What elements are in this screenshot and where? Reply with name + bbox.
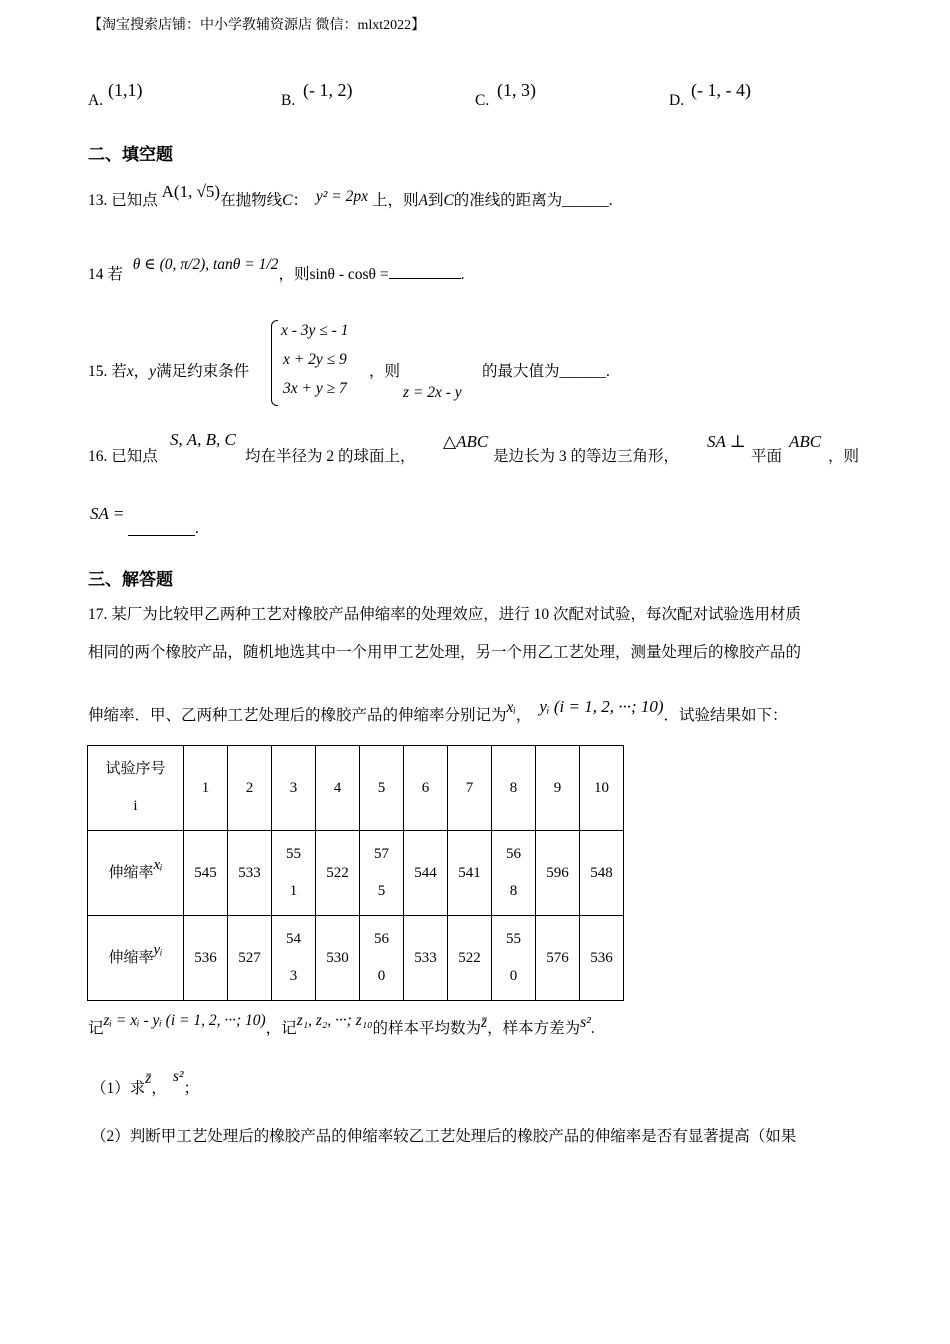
q15-brace [271,320,278,406]
table-cell: 530 [316,916,360,1001]
table-cell: 54 3 [272,916,316,1001]
row-x-label-cell [88,831,184,916]
q16-triangle: △ABC [443,432,489,451]
table-cell: 576 [536,916,580,1001]
header-cell: 9 [536,746,580,831]
table-cell: 596 [536,831,580,916]
q17-line-1: 17. 某厂为比较甲乙两种工艺对橡胶产品伸缩率的处理效应，进行 10 次配对试验，每次配对试验选用材质 [88,606,802,623]
q13-to: 到 [427,192,444,209]
q17-zbar: z̄ [481,1014,488,1031]
q15-constraint-3: 3x + y ≥ 7 [283,380,347,397]
q17-mean-text: 的样本平均数为 [372,1020,482,1037]
header-cell: 1 [184,746,228,831]
table-cell: 56 0 [360,916,404,1001]
q16-prefix: 16. 已知点 [88,448,158,465]
table-cell: 544 [404,831,448,916]
q17-part-2: （2）判断甲工艺处理后的橡胶产品的伸缩率较乙工艺处理后的橡胶产品的伸缩率是否有显著提高（如果 [91,1128,797,1145]
q17-var-text: ，样本方差为 [487,1020,581,1037]
q15-then: ，则 [369,363,401,380]
q16-blank [128,535,195,536]
q13-mid: 在抛物线 [220,192,283,209]
q16-plane: 平面 [751,448,783,465]
q14-end: . [460,266,465,283]
table-cell: 533 [228,831,272,916]
q15-constraint-1: x - 3y ≤ - 1 [281,322,349,339]
question-15-text [88,359,249,381]
q13-end: 的准线的距离为______. [453,192,613,209]
q17-line-2: 相同的两个橡胶产品，随机地选其中一个用甲工艺处理，另一个用乙工艺处理，测量处理后的橡胶产品的 [88,644,802,661]
option-b-label: B. [281,92,296,109]
q16-sa: SA = [90,504,125,523]
header-cell: 8 [492,746,536,831]
table-cell: 57 5 [360,831,404,916]
header-label: 试验序号 [105,761,166,777]
page-header: 【淘宝搜索店铺：中小学教辅资源店 微信：mlxt2022】 [88,18,426,33]
q17-ji: 记 [88,1020,104,1037]
q17-xi: xᵢ [506,699,516,716]
q13-colon: ： [292,192,308,209]
header-label-cell [88,746,184,831]
row-y-var: yᵢ [153,941,163,958]
q17-p1-zbar: z̄ [145,1070,152,1087]
option-d-value: (- 1, - 4) [691,80,751,100]
q17-end: . [590,1020,595,1037]
q13-equation: y² = 2px [315,188,368,205]
table-cell: 56 8 [492,831,536,916]
q17-line-3b: ．试验结果如下： [663,707,788,724]
q15-constraint-2: x + 2y ≤ 9 [283,351,347,368]
q17-z-definition: zᵢ = xᵢ - yᵢ (i = 1, 2, ···; 10) [103,1012,266,1029]
q17-line-3a: 伸缩率．甲、乙两种工艺处理后的橡胶产品的伸缩率分别记为 [88,707,507,724]
row-x-label: 伸缩率 [108,864,154,881]
option-c-value: (1, 3) [497,80,536,100]
table-cell: 536 [184,916,228,1001]
header-label-i: i [133,798,138,814]
table-cell: 55 1 [272,831,316,916]
option-a [88,92,103,110]
q14-expression: sinθ - cosθ = [309,266,389,283]
q16-end: . [195,520,199,537]
header-cell: 2 [228,746,272,831]
header-cell: 5 [360,746,404,831]
q17-p1-end: ； [183,1080,200,1097]
header-cell: 3 [272,746,316,831]
table-row-y [88,916,624,1001]
table-row-x [88,831,624,916]
q17-p1-text: （1）求 [91,1080,146,1097]
q15-x: x [126,363,134,380]
table-cell: 522 [448,916,492,1001]
q16-mid2: 是边长为 3 的等边三角形， [493,448,680,465]
row-x-var: xᵢ [153,856,163,873]
q16-abc: ABC [789,432,822,451]
option-d-label: D. [669,92,685,109]
table-header-row [88,746,624,831]
q17-part-1 [91,1068,200,1098]
table-cell: 522 [316,831,360,916]
q16-points: S, A, B, C [170,430,236,449]
q17-line-3 [88,697,788,725]
q16-mid: 均在半径为 2 的球面上， [245,448,416,465]
table-cell: 536 [580,916,624,1001]
q13-curve: C [282,192,293,209]
header-cell: 4 [316,746,360,831]
q17-s2: s² [580,1014,591,1031]
q17-z-list: z₁, z₂, ···; z₁₀ [296,1012,373,1029]
option-b-value: (- 1, 2) [303,80,353,100]
q13-a: A [418,192,428,209]
table-cell: 533 [404,916,448,1001]
q17-yi: yᵢ (i = 1, 2, ···; 10) [539,697,664,716]
q13-c: C [443,192,454,209]
table-cell: 545 [184,831,228,916]
q13-suffix: 上，则 [371,192,419,209]
q14-blank [389,277,461,279]
option-a-value: (1,1) [108,80,143,100]
table-cell: 527 [228,916,272,1001]
header-cell: 10 [580,746,624,831]
results-table [87,745,624,1001]
table-cell: 548 [580,831,624,916]
q16-perp: SA ⊥ [707,432,746,451]
question-14 [88,256,465,284]
q13-prefix: 13. 已知点 [88,192,158,209]
q14-condition: θ ∈ (0, π/2), tanθ = 1/2 [132,256,279,273]
q15-objective: z = 2x - y [403,384,462,401]
q15-end: 的最大值为______. [482,363,610,380]
q17-p1-s2: s² [172,1068,184,1085]
q17-sep: ， [515,707,532,724]
section-answer-title: 三、解答题 [88,570,173,590]
header-cell: 7 [448,746,492,831]
option-c-label: C. [475,92,490,109]
table-cell: 541 [448,831,492,916]
q13-point: A(1, √5) [161,182,221,201]
question-13 [88,182,613,210]
q15-prefix: 15. 若 [88,363,127,380]
q15-mid: 满足约束条件 [156,363,250,380]
q15-y: y [149,363,157,380]
row-y-label-cell [88,916,184,1001]
header-cell: 6 [404,746,448,831]
option-a-label: A. [88,92,104,109]
table-cell: 55 0 [492,916,536,1001]
section-fill-blank-title: 二、填空题 [88,145,173,165]
q16-then: ，则 [828,448,860,465]
q15-comma: ， [133,363,150,380]
q14-prefix: 14 若 [88,266,123,283]
q17-p1-sep: ， [151,1080,167,1097]
q17-after-table [88,1012,595,1038]
q17-ji2: ，记 [265,1020,297,1037]
row-y-label: 伸缩率 [108,949,154,966]
q14-then: ，则 [278,266,310,283]
